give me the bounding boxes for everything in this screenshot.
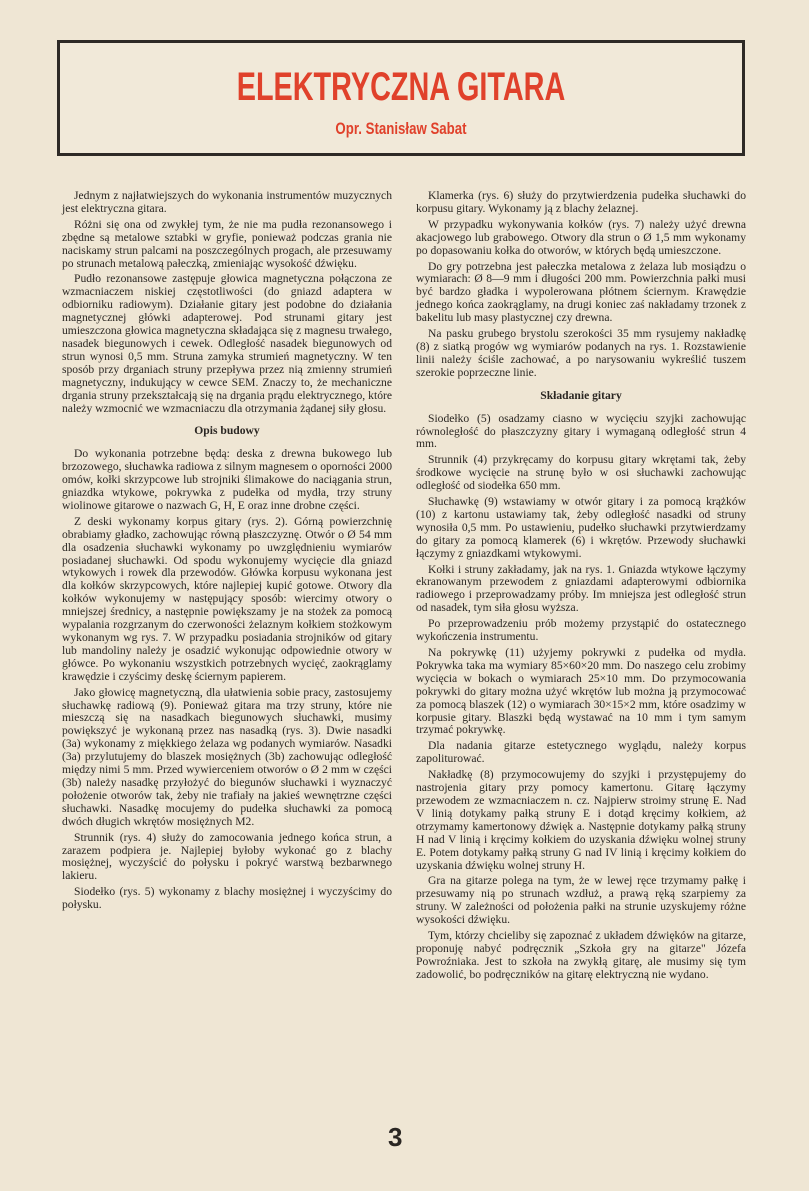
paragraph: Nakładkę (8) przymocowujemy do szyjki i przystępujemy do nastrojenia gitary przy pomocy kamertonu. Gitarę łączymy przewodem ze wzmacniaczem n. cz. Najpierw stroimy strunę E. Nad V linią dotykamy pałką struny E i dotąd kręcimy kołkiem, aż otrzymamy kamertonowy dźwięk a. Następnie dotykamy pałką struny H nad V linią i kręcimy kołkiem do uzyskania dźwięku wolnej struny E. Potem dotykamy pałką struny G nad IV linią i kręcimy kołkiem do uzyskania dźwięku wolnej struny H. xyxy=(416,768,746,872)
paragraph: Jednym z najłatwiejszych do wykonania instrumentów muzycznych jest elektryczna gitara. xyxy=(62,189,392,215)
paragraph: W przypadku wykonywania kołków (rys. 7) należy użyć drewna akacjowego lub grabowego. Otwory dla strun o Ø 1,5 mm wykonamy po dopasowaniu kołka do otworów, w których będą umieszczone. xyxy=(416,217,746,257)
paragraph: Siodełko (5) osadzamy ciasno w wycięciu szyjki zachowując równoległość do płaszczyzny gitary i wymaganą odległość strun 4 mm. xyxy=(416,411,746,451)
paragraph: Różni się ona od zwykłej tym, że nie ma pudła rezonansowego i zbędne są metalowe sztabki w gryfie, ponieważ podczas grania nie naciskamy strun palcami na poszczególnych progach, ale przesuwamy po strunach metalową pałeczką, zmieniając wysokość dźwięku. xyxy=(62,217,392,270)
left-column xyxy=(62,190,392,915)
section-heading: Opis budowy xyxy=(194,424,260,438)
paragraph: Po przeprowadzeniu prób możemy przystąpić do ostatecznego wykończenia instrumentu. xyxy=(416,617,746,644)
paragraph: Tym, którzy chcieliby się zapoznać z układem dźwięków na gitarze, proponuję nabyć podręcznik „Szkoła gry na gitarze" Józefa Powroźniaka. Jest to szkoła na zwykłą gitarę, ale musimy się tym zadowolić, bo podręczników na gitarę elektryczną nie wydano. xyxy=(416,929,746,981)
paragraph: Na pasku grubego brystolu szerokości 35 mm rysujemy nakładkę (8) z siatką progów wg wymiarów podanych na rys. 1. Rozstawienie linii należy ściśle zachować, a po narysowaniu wykreślić tuszem szerokie poprzeczne linie. xyxy=(416,327,746,379)
paragraph: Siodełko (rys. 5) wykonamy z blachy mosiężnej i wyczyścimy do połysku. xyxy=(62,885,392,912)
paragraph: Z deski wykonamy korpus gitary (rys. 2). Górną powierzchnię obrabiamy gładko, zachowując równą płaszczyznę. Otwór o Ø 54 mm dla osadzenia słuchawki wykonamy po uwzględnieniu wymiarów posiadanej słuchawki. Od spodu wykonujemy wycięcie dla gniazd wtykowych i rowek dla przewodów. Główka korpusu wykonana jest dla kołków skrzypcowych, które najlepiej kupić gotowe. Otwory dla kołków wykonujemy w następujący sposób: wiercimy otwory o mniejszej średnicy, a następnie powiększamy je na stożek za pomocą wypalania rozgrzanym do czerwoności żelaznym kołkiem stożkowym wykonanym wg rys. 7. W przypadku posiadania strojników od gitary lub mandoliny należy je osadzić wykonując odpowiednie otwory w główce. Po wykonaniu wszystkich potrzebnych wycięć, zaokrąglamy krawędzie i czyścimy deskę ściernym papierem. xyxy=(62,514,392,683)
paragraph: Jako głowicę magnetyczną, dla ułatwienia sobie pracy, zastosujemy słuchawkę radiową (9). Ponieważ gitara ma trzy struny, które nie mieszczą się na nasadkach biegunowych słuchawki, musimy powiększyć je wykonaną przez nas nasadką (rys. 3). Dwie nasadki (3a) wykonamy z miękkiego żelaza wg podanych wymiarów. Nasadki (3a) przylutujemy do blaszek mosiężnych (3b) zachowując odległość między nimi 5 mm. Przed wywierceniem otworów o Ø 2 mm w części (3b) należy nasadkę przyłożyć do biegunów słuchawki i wyznaczyć położenie otworów tak, żeby nie trafiały na jakieś wewnętrzne części słuchawki. Nasadkę mocujemy do pudełka słuchawki za pomocą dwóch długich wkrętów mosiężnych M2. xyxy=(62,685,392,828)
article-author: Opr. Stanisław Sabat xyxy=(335,119,467,138)
right-column xyxy=(416,190,746,985)
paragraph: Do gry potrzebna jest pałeczka metalowa z żelaza lub mosiądzu o wymiarach: Ø 8—9 mm i długości 200 mm. Powierzchnia pałki musi być bardzo gładka i wypolerowana płótnem ściernym. Krawędzie jednego końca zaokrąglamy, na drugi koniec zaś nakładamy trzonek z bakelitu lub masy plastycznej czy drewna. xyxy=(416,259,746,325)
paragraph: Gra na gitarze polega na tym, że w lewej ręce trzymamy pałkę i przesuwamy nią po strunach wzdłuż, a prawą ręką szarpiemy za struny. W zależności od położenia pałki na strunie uzyskujemy różne wysokości dźwięku. xyxy=(416,874,746,927)
paragraph: Kołki i struny zakładamy, jak na rys. 1. Gniazda wtykowe łączymy ekranowanym przewodem z gniazdami adapterowymi odbiornika radiowego i przeprowadzamy próby. Im mniejsza jest odległość strun od nasadek, tym siła głosu wyższa. xyxy=(416,562,746,615)
paragraph: Na pokrywkę (11) użyjemy pokrywki z pudełka od mydła. Pokrywka taka ma wymiary 85×60×20 mm. Do naszego celu zrobimy wycięcia w bokach o wymiarach 25×10 mm. Do przymocowania pokrywki do gitary można użyć wkrętów lub można ją przymocować za pomocą blaszek (12) o wymiarach 30×15×2 mm, które osadzimy w korpusie gitary. Blaszki będą wystawać na 10 mm i tym samym trzymać pokrywkę. xyxy=(416,646,746,737)
article-title: ELEKTRYCZNA GITARA xyxy=(236,65,566,109)
paragraph: Strunnik (4) przykręcamy do korpusu gitary wkrętami tak, żeby środkowe wycięcie na strunę było w osi słuchawki zachowując odległość od siodełka 650 mm. xyxy=(416,453,746,493)
page-number: 3 xyxy=(388,1122,403,1152)
paragraph: Słuchawkę (9) wstawiamy w otwór gitary i za pomocą krążków (10) z kartonu ustawiamy tak, żeby odległość nasadki od struny wynosiła 0,5 mm. Po ustawieniu, pudełko słuchawki przytwierdzamy do gitary za pomocą klamerek (6) i wkrętów. Przewody słuchawki łączymy z gniazdkami wtykowymi. xyxy=(416,495,746,560)
paragraph: Dla nadania gitarze estetycznego wyglądu, należy korpus zapoliturować. xyxy=(416,739,746,766)
paragraph: Pudło rezonansowe zastępuje głowica magnetyczna połączona ze wzmacniaczem niskiej częstotliwości (do gniazd adaptera w odbiorniku radiowym). Działanie gitary jest podobne do działania magnetycznej główki adapterowej. Pod strunami gitary jest umieszczona głowica magnetyczna składająca się z magnesu trwałego, nasadek biegunowych i cewek. Odległość nasadek biegunowych od strun wynosi 0,5 mm. Struna zamyka strumień magnetyczny. W ten sposób przy drganiach struny przepływa przez nią zmienny strumień magnetyczny, indukujący w cewce SEM. Znaczy to, że mechaniczne drgania struny przekształcają się na drgania prądu elektrycznego, które należy wzmocnić we wzmacniaczu dla otrzymania żądanej siły głosu. xyxy=(62,272,392,415)
paragraph: Strunnik (rys. 4) służy do zamocowania jednego końca strun, a zarazem podpiera je. Najlepiej byłoby wykonać go z blachy mosiężnej, wyczyścić do połysku i pokryć warstwą bezbarwnego lakieru. xyxy=(62,830,392,883)
section-heading: Składanie gitary xyxy=(540,388,622,402)
article-header xyxy=(57,40,745,156)
paragraph: Do wykonania potrzebne będą: deska z drewna bukowego lub brzozowego, słuchawka radiowa z silnym magnesem o oporności 2000 omów, kołki skrzypcowe lub strojniki ślimakowe do naciągania strun, gniazdka wtykowe, pokrywka z pudełka od mydła, trzy struny wiolinowe gitarowe o nazwach G, H, E oraz inne drobne części. xyxy=(62,447,393,512)
paragraph: Klamerka (rys. 6) służy do przytwierdzenia pudełka słuchawki do korpusu gitary. Wykonamy ją z blachy żelaznej. xyxy=(416,189,746,215)
